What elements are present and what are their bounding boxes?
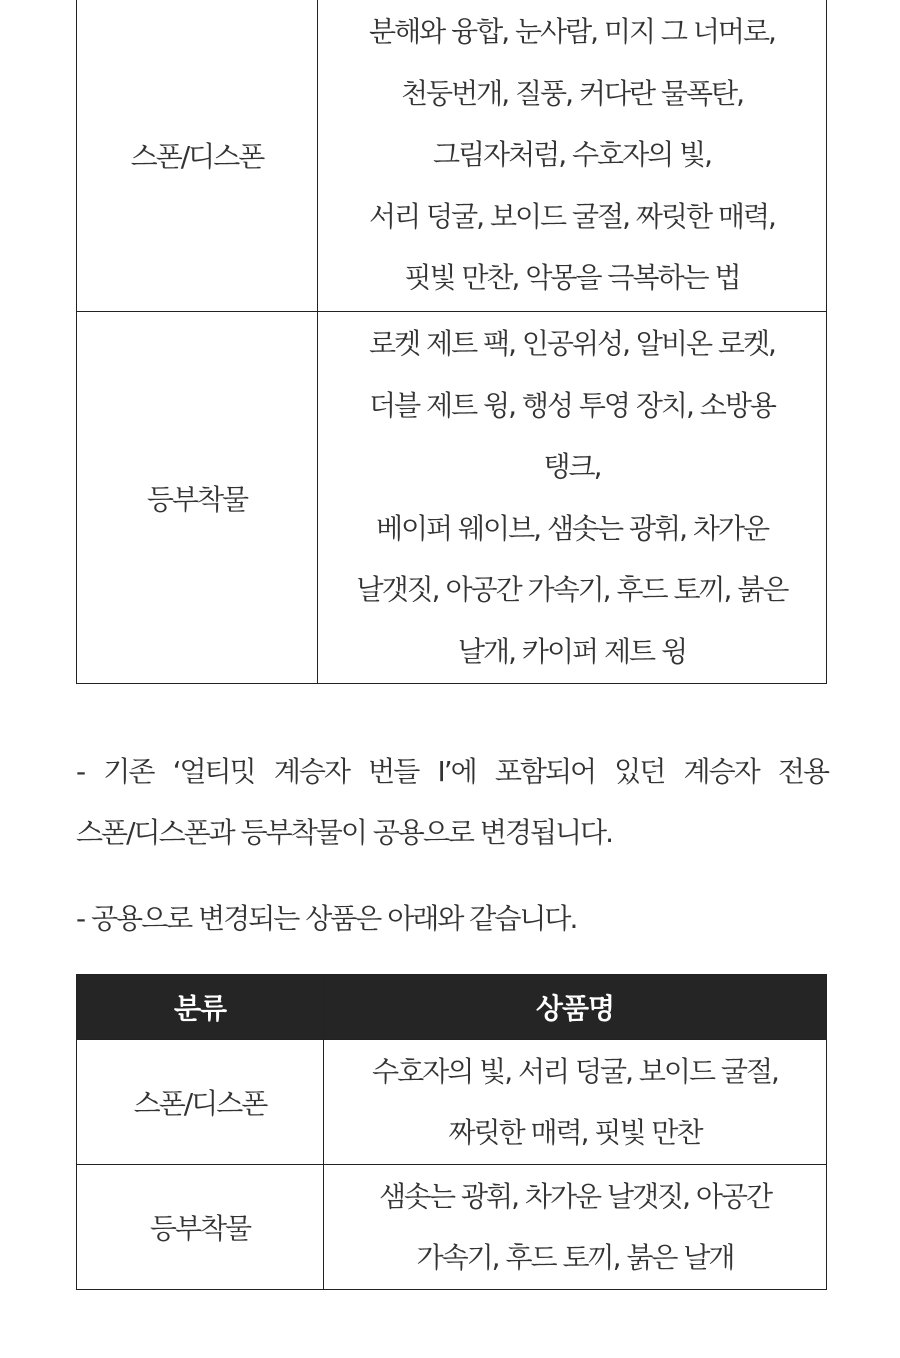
- table-row: [77, 1165, 827, 1290]
- product-names-cell: [324, 1165, 827, 1290]
- product-names-cell: [318, 312, 827, 684]
- category-cell: 스폰/디스폰: [77, 1040, 324, 1165]
- product-line: 수호자의 빛, 서리 덩굴, 보이드 굴절,: [372, 1055, 778, 1088]
- product-line: 분해와 융합, 눈사람, 미지 그 너머로,: [369, 15, 775, 49]
- notice-line: - 기존 ‘얼티밋 계승자 번들 I’에 포함되어 있던 계승자 전용: [76, 755, 828, 788]
- product-line: 날갯짓, 아공간 가속기, 후드 토끼, 붉은: [356, 573, 788, 606]
- notice-line: 스폰/디스폰과 등부착물이 공용으로 변경됩니다.: [76, 816, 612, 849]
- product-line: 탱크,: [543, 450, 601, 483]
- shared-products-table: [76, 974, 827, 1290]
- category-cell: 등부착물: [77, 312, 318, 684]
- product-line: 가속기, 후드 토끼, 붉은 날개: [416, 1241, 734, 1274]
- category-cell: 스폰/디스폰: [77, 0, 318, 312]
- category-cell: 등부착물: [77, 1165, 324, 1290]
- product-line: 핏빛 만찬, 악몽을 극복하는 법: [404, 261, 740, 295]
- table-header-row: [77, 975, 827, 1040]
- product-line: 그림자처럼, 수호자의 빛,: [432, 138, 712, 172]
- product-line: 날개, 카이퍼 제트 윙: [458, 634, 686, 668]
- table-row: [77, 1040, 827, 1165]
- column-header-category: 분류: [77, 975, 324, 1040]
- product-names-cell: [318, 0, 827, 312]
- product-line: 로켓 제트 팩, 인공위성, 알비온 로켓,: [369, 327, 775, 360]
- notice-paragraph: - 공용으로 변경되는 상품은 아래와 같습니다.: [76, 902, 577, 935]
- product-line: 베이퍼 웨이브, 샘솟는 광휘, 차가운: [375, 511, 769, 545]
- product-line: 천둥번개, 질풍, 커다란 물폭탄,: [401, 76, 743, 110]
- product-list-table: [76, 0, 827, 684]
- product-names-cell: [324, 1040, 827, 1165]
- product-line: 서리 덩굴, 보이드 굴절, 짜릿한 매력,: [369, 199, 775, 233]
- column-header-product: 상품명: [324, 975, 827, 1040]
- notice-paragraph: [76, 741, 828, 863]
- product-line: 더블 제트 윙, 행성 투영 장치, 소방용: [369, 388, 775, 422]
- product-line: 짜릿한 매력, 핏빛 만찬: [448, 1116, 702, 1149]
- product-line: 샘솟는 광휘, 차가운 날갯짓, 아공간: [378, 1180, 772, 1213]
- table-row: [77, 312, 827, 684]
- table-row: [77, 0, 827, 312]
